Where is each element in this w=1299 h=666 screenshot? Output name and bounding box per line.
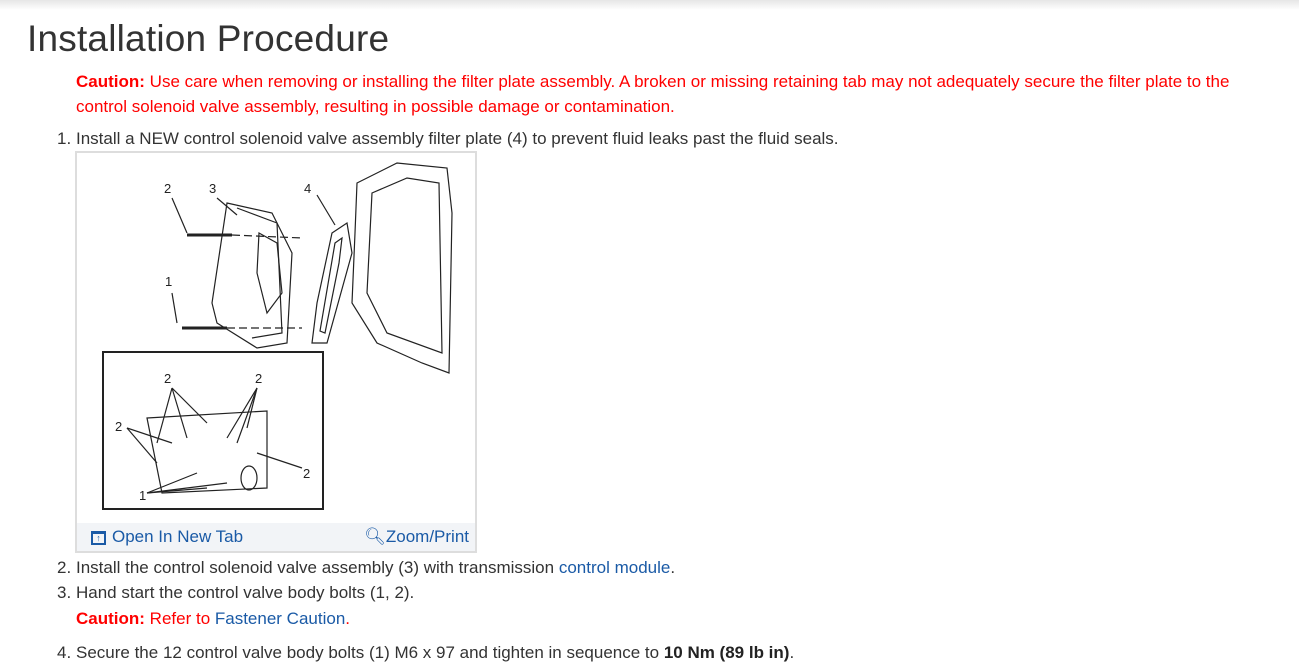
open-tab-icon: ↑ bbox=[91, 531, 106, 545]
callout: 1 bbox=[165, 274, 173, 289]
fastener-caution-link[interactable]: Fastener Caution bbox=[214, 609, 346, 628]
step-text-end: . bbox=[789, 643, 795, 662]
zoom-print-label: Zoom/Print bbox=[385, 527, 469, 546]
open-tab-label: Open In New Tab bbox=[112, 527, 244, 546]
caution-text: Use care when removing or installing the filter plate assembly. A broken or missing retaining tab may not adequately secure the filter plate to the control solenoid valve assembly, resulting in possible damage or contamination. bbox=[76, 72, 1230, 116]
step-text: Install the control solenoid valve assembly (3) with transmission bbox=[76, 558, 559, 577]
open-new-tab-link[interactable] bbox=[91, 527, 243, 547]
step-2 bbox=[57, 557, 675, 579]
step-text: Hand start the control valve body bolts (1, 2). bbox=[76, 583, 415, 602]
page-title: Installation Procedure bbox=[27, 18, 390, 59]
caution-text: Refer to bbox=[149, 609, 215, 628]
callout: 2 bbox=[115, 419, 123, 434]
caution-label: Caution: bbox=[76, 72, 145, 91]
step-number: 1. bbox=[57, 129, 72, 148]
step-number: 3. bbox=[57, 583, 72, 602]
control-module-link[interactable]: control module bbox=[558, 558, 671, 577]
step-3 bbox=[57, 582, 414, 604]
step-text: Secure the 12 control valve body bolts (1) M6 x 97 and tighten in sequence to bbox=[76, 643, 664, 662]
step-text-end: . bbox=[670, 558, 676, 577]
step-number: 4. bbox=[57, 643, 72, 662]
zoom-print-link[interactable] bbox=[364, 527, 469, 547]
step-4 bbox=[57, 642, 794, 664]
top-shadow bbox=[0, 0, 1299, 10]
callout: 3 bbox=[209, 181, 217, 196]
fastener-caution-note bbox=[76, 606, 350, 631]
torque-value: 10 Nm (89 lb in) bbox=[663, 643, 790, 662]
diagram-illustration bbox=[77, 153, 475, 523]
step-text: Install a NEW control solenoid valve assembly filter plate (4) to prevent fluid leaks past the fluid seals. bbox=[76, 129, 839, 148]
callout: 2 bbox=[255, 371, 263, 386]
callout: 4 bbox=[304, 181, 312, 196]
caution-note bbox=[76, 69, 1246, 119]
caution-label: Caution: bbox=[76, 609, 145, 628]
callout: 2 bbox=[164, 181, 172, 196]
step-1 bbox=[57, 128, 839, 150]
callout: 2 bbox=[164, 371, 172, 386]
procedure-figure[interactable] bbox=[75, 151, 477, 553]
figure-toolbar bbox=[77, 523, 475, 551]
step-number: 2. bbox=[57, 558, 72, 577]
caution-text-end: . bbox=[345, 609, 351, 628]
callout: 1 bbox=[139, 488, 147, 503]
zoom-icon: 🔍︎ bbox=[364, 527, 386, 546]
callout: 2 bbox=[303, 466, 311, 481]
